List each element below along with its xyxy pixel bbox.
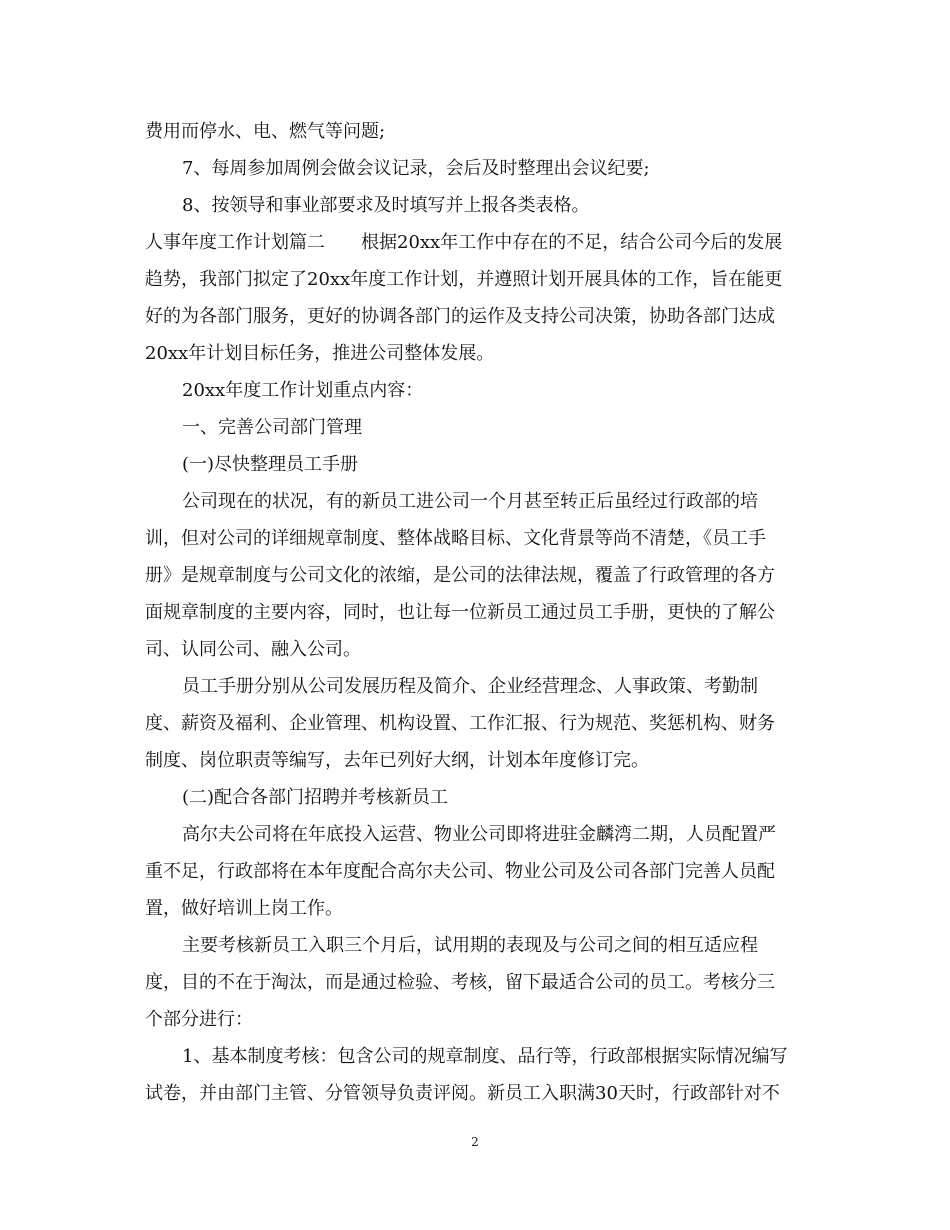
text-line: 册》是规章制度与公司文化的浓缩，是公司的法律法规，覆盖了行政管理的各方 [145,565,775,586]
text-line: 8、按领导和事业部要求及时填写并上报各类表格。 [182,195,590,216]
text-line: 个部分进行： [145,1009,253,1030]
text-line: 制度、岗位职责等编写，去年已列好大纲，计划本年度修订完。 [145,750,649,771]
document-body [145,113,810,1112]
text-line: 趋势，我部门拟定了20xx年度工作计划，并遵照计划开展具体的工作，旨在能更 [145,269,783,290]
page-number: 2 [471,1135,479,1149]
text-line: 训，但对公司的详细规章制度、整体战略目标、文化背景等尚不清楚，《员工手 [145,528,766,549]
text-line: 公司现在的状况，有的新员工进公司一个月甚至转正后虽经过行政部的培 [182,491,758,512]
text-line: 一、完善公司部门管理 [182,417,362,438]
text-line: 重不足，行政部将在本年度配合高尔夫公司、物业公司及公司各部门完善人员配 [145,861,775,882]
text-line: 面规章制度的主要内容，同时，也让每一位新员工通过员工手册，更快的了解公 [145,602,775,623]
text-line: (二)配合各部门招聘并考核新员工 [182,787,449,808]
text-line: 费用而停水、电、燃气等问题; [145,121,386,142]
text-line: 高尔夫公司将在年底投入运营、物业公司即将进驻金麟湾二期，人员配置严 [182,824,776,845]
text-line: 人事年度工作计划篇二 根据20xx年工作中存在的不足，结合公司今后的发展 [145,232,783,253]
text-line: 主要考核新员工入职三个月后，试用期的表现及与公司之间的相互适应程 [182,935,758,956]
text-line: 20xx年计划目标任务，推进公司整体发展。 [145,343,495,364]
text-line: 7、每周参加周例会做会议记录，会后及时整理出会议纪要; [182,158,650,179]
text-line: (一)尽快整理员工手册 [182,454,359,475]
text-line: 1、基本制度考核：包含公司的规章制度、品行等，行政部根据实际情况编写 [182,1046,788,1067]
text-line: 度，目的不在于淘汰，而是通过检验、考核，留下最适合公司的员工。考核分三 [145,972,775,993]
text-line: 司、认同公司、融入公司。 [145,639,361,660]
text-line: 置，做好培训上岗工作。 [145,898,343,919]
text-line: 好的为各部门服务，更好的协调各部门的运作及支持公司决策，协助各部门达成 [145,306,775,327]
text-line: 度、薪资及福利、企业管理、机构设置、工作汇报、行为规范、奖惩机构、财务 [145,713,775,734]
text-line: 试卷，并由部门主管、分管领导负责评阅。新员工入职满30天时，行政部针对不 [145,1083,780,1104]
text-line: 20xx年度工作计划重点内容： [182,380,424,401]
text-line: 员工手册分别从公司发展历程及简介、企业经营理念、人事政策、考勤制 [182,676,758,697]
